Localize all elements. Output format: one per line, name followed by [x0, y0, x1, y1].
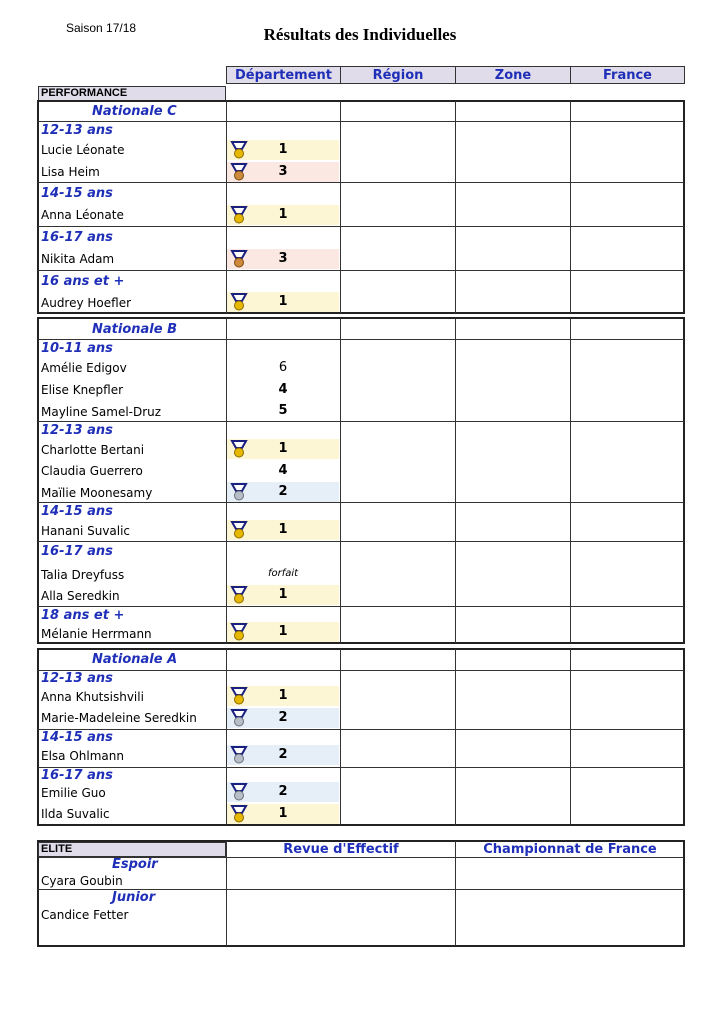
athlete-name: Talia Dreyfuss: [41, 568, 125, 582]
age-group-label: 14-15 ans: [41, 504, 113, 519]
athlete-name: Emilie Guo: [41, 786, 106, 800]
age-group-label: 16-17 ans: [41, 544, 113, 559]
age-group-label: 14-15 ans: [41, 186, 113, 201]
result-value: 1: [278, 207, 288, 222]
athlete-name: Mayline Samel-Druz: [41, 405, 162, 419]
result-cell: [227, 358, 339, 378]
result-value: 2: [278, 784, 288, 799]
result-cell: [227, 804, 339, 824]
athlete-name: Cyara Goubin: [41, 874, 123, 888]
nationale-a-table: [37, 648, 685, 826]
result-value: 5: [278, 403, 288, 418]
result-cell: [227, 140, 339, 160]
athlete-name: Nikita Adam: [41, 252, 115, 266]
result-value: 1: [278, 624, 288, 639]
athlete-name: Lisa Heim: [41, 165, 100, 179]
result-value: 2: [278, 747, 288, 762]
performance-label: PERFORMANCE: [38, 86, 226, 101]
athlete-name: Elise Knepfler: [41, 383, 124, 397]
result-value: 6: [278, 360, 288, 375]
age-group-label: 10-11 ans: [41, 341, 113, 356]
athlete-name: Hanani Suvalic: [41, 524, 131, 538]
result-value: 3: [278, 164, 288, 179]
result-cell: [227, 520, 339, 540]
column-header-revue-effectif: Revue d'Effectif: [283, 842, 399, 857]
category-espoir: Espoir: [112, 857, 158, 872]
result-cell: [227, 745, 339, 765]
age-group-label: 16 ans et +: [41, 274, 125, 289]
athlete-name: Charlotte Bertani: [41, 443, 145, 457]
result-cell: [227, 622, 339, 642]
age-group-label: 16-17 ans: [41, 768, 113, 783]
section-title-nationale-b: Nationale B: [92, 322, 177, 337]
section-title-nationale-c: Nationale C: [92, 104, 177, 119]
result-cell: [227, 708, 339, 728]
result-value: 2: [278, 710, 288, 725]
result-cell: [227, 482, 339, 502]
age-group-label: 12-13 ans: [41, 123, 113, 138]
nationale-b-table: [37, 317, 685, 644]
page-title: Résultats des Individuelles: [263, 25, 457, 44]
result-value: 4: [278, 382, 288, 397]
age-group-label: 16-17 ans: [41, 230, 113, 245]
result-value: 1: [278, 688, 288, 703]
result-cell: [227, 585, 339, 605]
column-header-championnat-france: Championnat de France: [483, 842, 657, 857]
athlete-name: Amélie Edigov: [41, 361, 127, 375]
result-value: 1: [278, 587, 288, 602]
result-value: 1: [278, 441, 288, 456]
age-group-label: 12-13 ans: [41, 423, 113, 438]
athlete-name: Marie-Madeleine Seredkin: [41, 711, 197, 725]
result-value: 2: [278, 484, 288, 499]
result-value: 3: [278, 251, 288, 266]
athlete-name: Anna Khutsishvili: [41, 690, 144, 704]
athlete-name: Anna Léonate: [41, 208, 124, 222]
result-value: 1: [278, 294, 288, 309]
section-title-nationale-a: Nationale A: [92, 652, 178, 667]
nationale-c-table: [37, 100, 685, 314]
season-label: Saison 17/18: [66, 21, 137, 35]
athlete-name: Maïlie Moonesamy: [41, 486, 153, 500]
column-header-zone: Zone: [455, 66, 571, 84]
column-header-departement: Département: [226, 66, 341, 84]
result-value: 4: [278, 463, 288, 478]
column-header-region: Région: [340, 66, 456, 84]
age-group-label: 14-15 ans: [41, 730, 113, 745]
result-cell: [227, 782, 339, 802]
age-group-label: 18 ans et +: [41, 608, 125, 623]
column-header-france: France: [570, 66, 685, 84]
result-cell: [227, 380, 339, 400]
age-group-label: 12-13 ans: [41, 671, 113, 686]
athlete-name: Claudia Guerrero: [41, 464, 143, 478]
result-value: 1: [278, 522, 288, 537]
result-cell: [227, 686, 339, 706]
result-cell: [227, 292, 339, 312]
result-cell: [227, 439, 339, 459]
result-value: 1: [278, 806, 288, 821]
athlete-name: Alla Seredkin: [41, 589, 120, 603]
athlete-name: Elsa Ohlmann: [41, 749, 124, 763]
athlete-name: Candice Fetter: [41, 908, 129, 922]
category-junior: Junior: [112, 890, 156, 905]
athlete-name: Ilda Suvalic: [41, 807, 110, 821]
athlete-name: Mélanie Herrmann: [41, 627, 152, 641]
forfait-note: forfait: [267, 568, 299, 579]
athlete-name: Lucie Léonate: [41, 143, 125, 157]
athlete-name: Audrey Hoefler: [41, 296, 132, 310]
result-cell: [227, 401, 339, 421]
result-cell: [227, 205, 339, 225]
elite-label: ELITE: [38, 842, 226, 857]
result-value: 1: [278, 142, 288, 157]
result-cell: [227, 249, 339, 269]
result-cell: [227, 461, 339, 481]
result-cell: [227, 162, 339, 182]
